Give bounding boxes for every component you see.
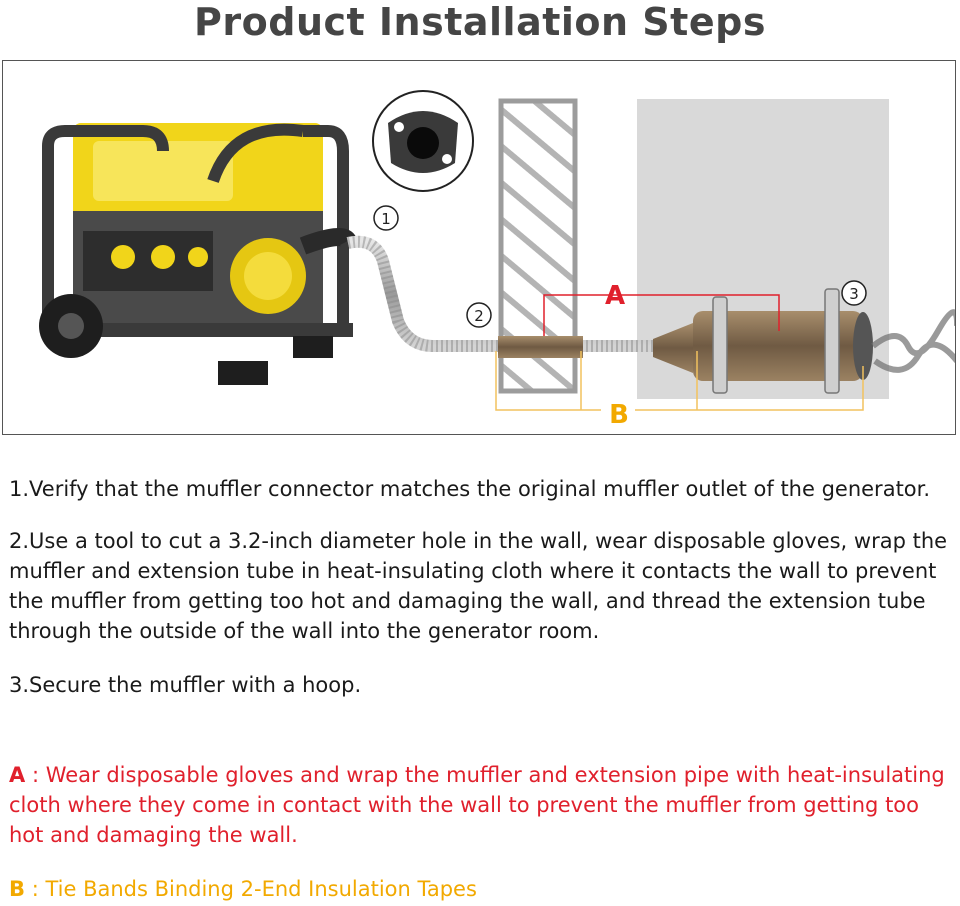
generator-illustration	[39, 123, 353, 385]
note-a-separator: :	[25, 763, 46, 787]
step-3-wrap	[9, 670, 949, 700]
page-title: Product Installation Steps	[194, 0, 766, 44]
step-3: 3.Secure the muffler with a hoop.	[9, 673, 362, 697]
note-a	[9, 760, 949, 850]
note-b-separator: :	[25, 877, 46, 901]
steps-list	[9, 474, 949, 504]
callout-1-label: 1	[381, 210, 391, 228]
diagram-svg	[3, 61, 956, 435]
step-2-wrap	[9, 526, 949, 646]
label-b: B	[609, 400, 629, 430]
note-b	[9, 874, 949, 904]
callout-3-label: 3	[849, 285, 859, 303]
note-a-tag: A	[9, 763, 26, 787]
note-b-text: Tie Bands Binding 2-End Insulation Tapes	[45, 877, 477, 901]
callout-2-label: 2	[474, 307, 484, 325]
installation-diagram	[2, 60, 956, 435]
label-a: A	[604, 281, 626, 311]
wall-insulation	[498, 336, 583, 358]
step-1: 1.Verify that the muffler connector matches the original muffler outlet of the generator.	[9, 477, 931, 501]
note-b-tag: B	[9, 877, 26, 901]
note-a-text: Wear disposable gloves and wrap the muffler and extension pipe with heat-insulating cloth where they come in contact with the wall to prevent the muffler from getting too hot and damaging the wall.	[9, 763, 945, 847]
step-2: 2.Use a tool to cut a 3.2-inch diameter hole in the wall, wear disposable gloves, wrap the muffler and extension tube in heat-insulating cloth where it contacts the wall to prevent the muffler from getting too hot and damaging the wall, and thread the extension tube through the outside of the wall into the generator room.	[9, 529, 948, 643]
